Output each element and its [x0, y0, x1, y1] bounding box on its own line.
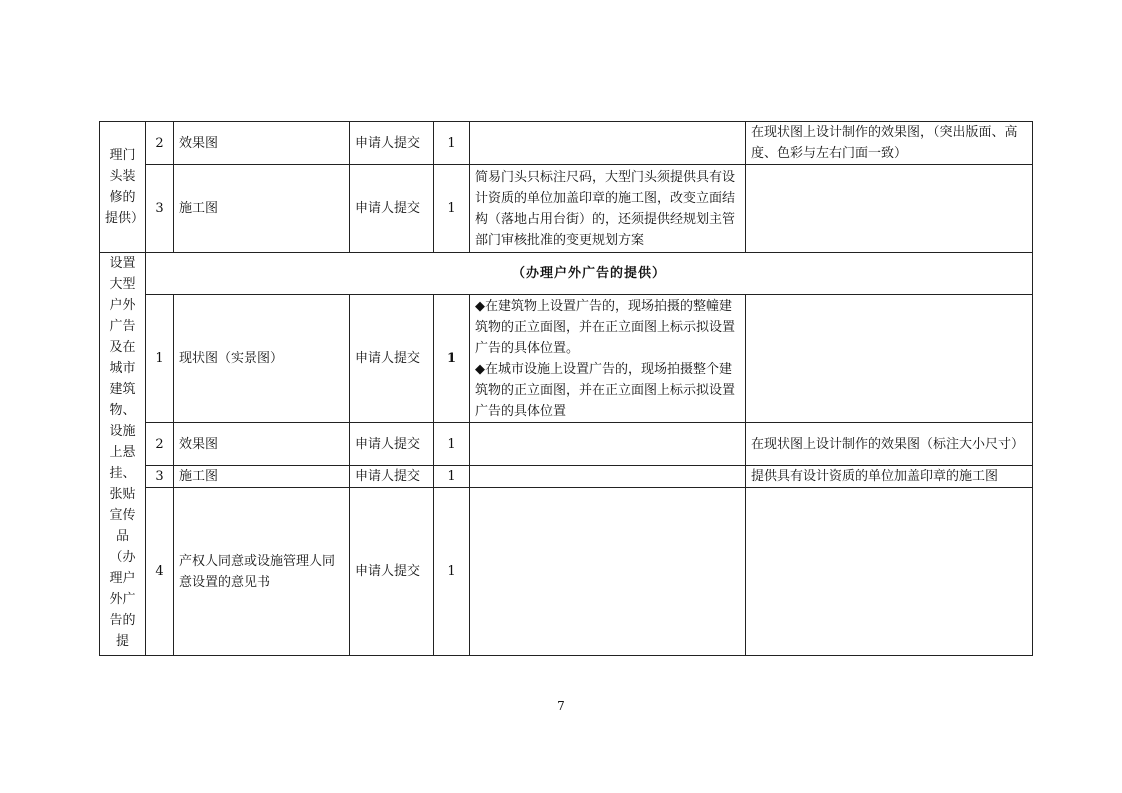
material-notes [470, 122, 746, 165]
material-remarks: 在现状图上设计制作的效果图（标注大小尺寸） [746, 423, 1033, 466]
category-cell: 设置大型户外广告及在城市建筑物、设施上悬挂、张贴宣传品（办理户外广告的提 [100, 253, 146, 656]
materials-table [99, 121, 1033, 656]
table-row [100, 295, 1033, 423]
material-name: 产权人同意或设施管理人同意设置的意见书 [174, 488, 350, 656]
material-copies: 1 [434, 295, 470, 423]
table-row [100, 466, 1033, 488]
material-remarks: 提供具有设计资质的单位加盖印章的施工图 [746, 466, 1033, 488]
page-number: 7 [557, 699, 565, 713]
material-notes [470, 423, 746, 466]
note-item: ◆在城市设施上设置广告的，现场拍摄整个建筑物的正立面图，并在正立面图上标示拟设置广告的具体位置 [475, 361, 736, 419]
material-remarks [746, 165, 1033, 253]
material-source: 申请人提交 [350, 423, 434, 466]
table-row [100, 122, 1033, 165]
material-notes [470, 488, 746, 656]
material-remarks [746, 488, 1033, 656]
row-number: 3 [146, 466, 174, 488]
material-source: 申请人提交 [350, 165, 434, 253]
material-notes [470, 295, 746, 423]
material-source: 申请人提交 [350, 466, 434, 488]
material-notes [470, 466, 746, 488]
material-copies: 1 [434, 423, 470, 466]
row-number: 2 [146, 423, 174, 466]
table-row [100, 423, 1033, 466]
material-source: 申请人提交 [350, 295, 434, 423]
note-item: ◆在建筑物上设置广告的，现场拍摄的整幢建筑物的正立面图，并在正立面图上标示拟设置广告的具体位置。 [475, 298, 736, 356]
material-copies: 1 [434, 488, 470, 656]
row-number: 4 [146, 488, 174, 656]
material-name: 施工图 [174, 165, 350, 253]
material-name: 施工图 [174, 466, 350, 488]
material-remarks [746, 295, 1033, 423]
material-copies: 1 [434, 122, 470, 165]
material-copies: 1 [434, 466, 470, 488]
material-remarks: 在现状图上设计制作的效果图，（突出版面、高度、色彩与左右门面一致） [746, 122, 1033, 165]
table-row [100, 165, 1033, 253]
table-row [100, 488, 1033, 656]
row-number: 3 [146, 165, 174, 253]
row-number: 1 [146, 295, 174, 423]
row-number: 2 [146, 122, 174, 165]
material-name: 现状图（实景图） [174, 295, 350, 423]
material-source: 申请人提交 [350, 488, 434, 656]
material-source: 申请人提交 [350, 122, 434, 165]
material-name: 效果图 [174, 423, 350, 466]
category-cell: 理门头装修的提供） [100, 122, 146, 253]
section-title: （办理户外广告的提供） [146, 253, 1033, 295]
table-row [100, 253, 1033, 295]
material-copies: 1 [434, 165, 470, 253]
material-notes: 简易门头只标注尺码，大型门头须提供具有设计资质的单位加盖印章的施工图，改变立面结构（落地占用台街）的，还须提供经规划主管部门审核批准的变更规划方案 [470, 165, 746, 253]
material-name: 效果图 [174, 122, 350, 165]
